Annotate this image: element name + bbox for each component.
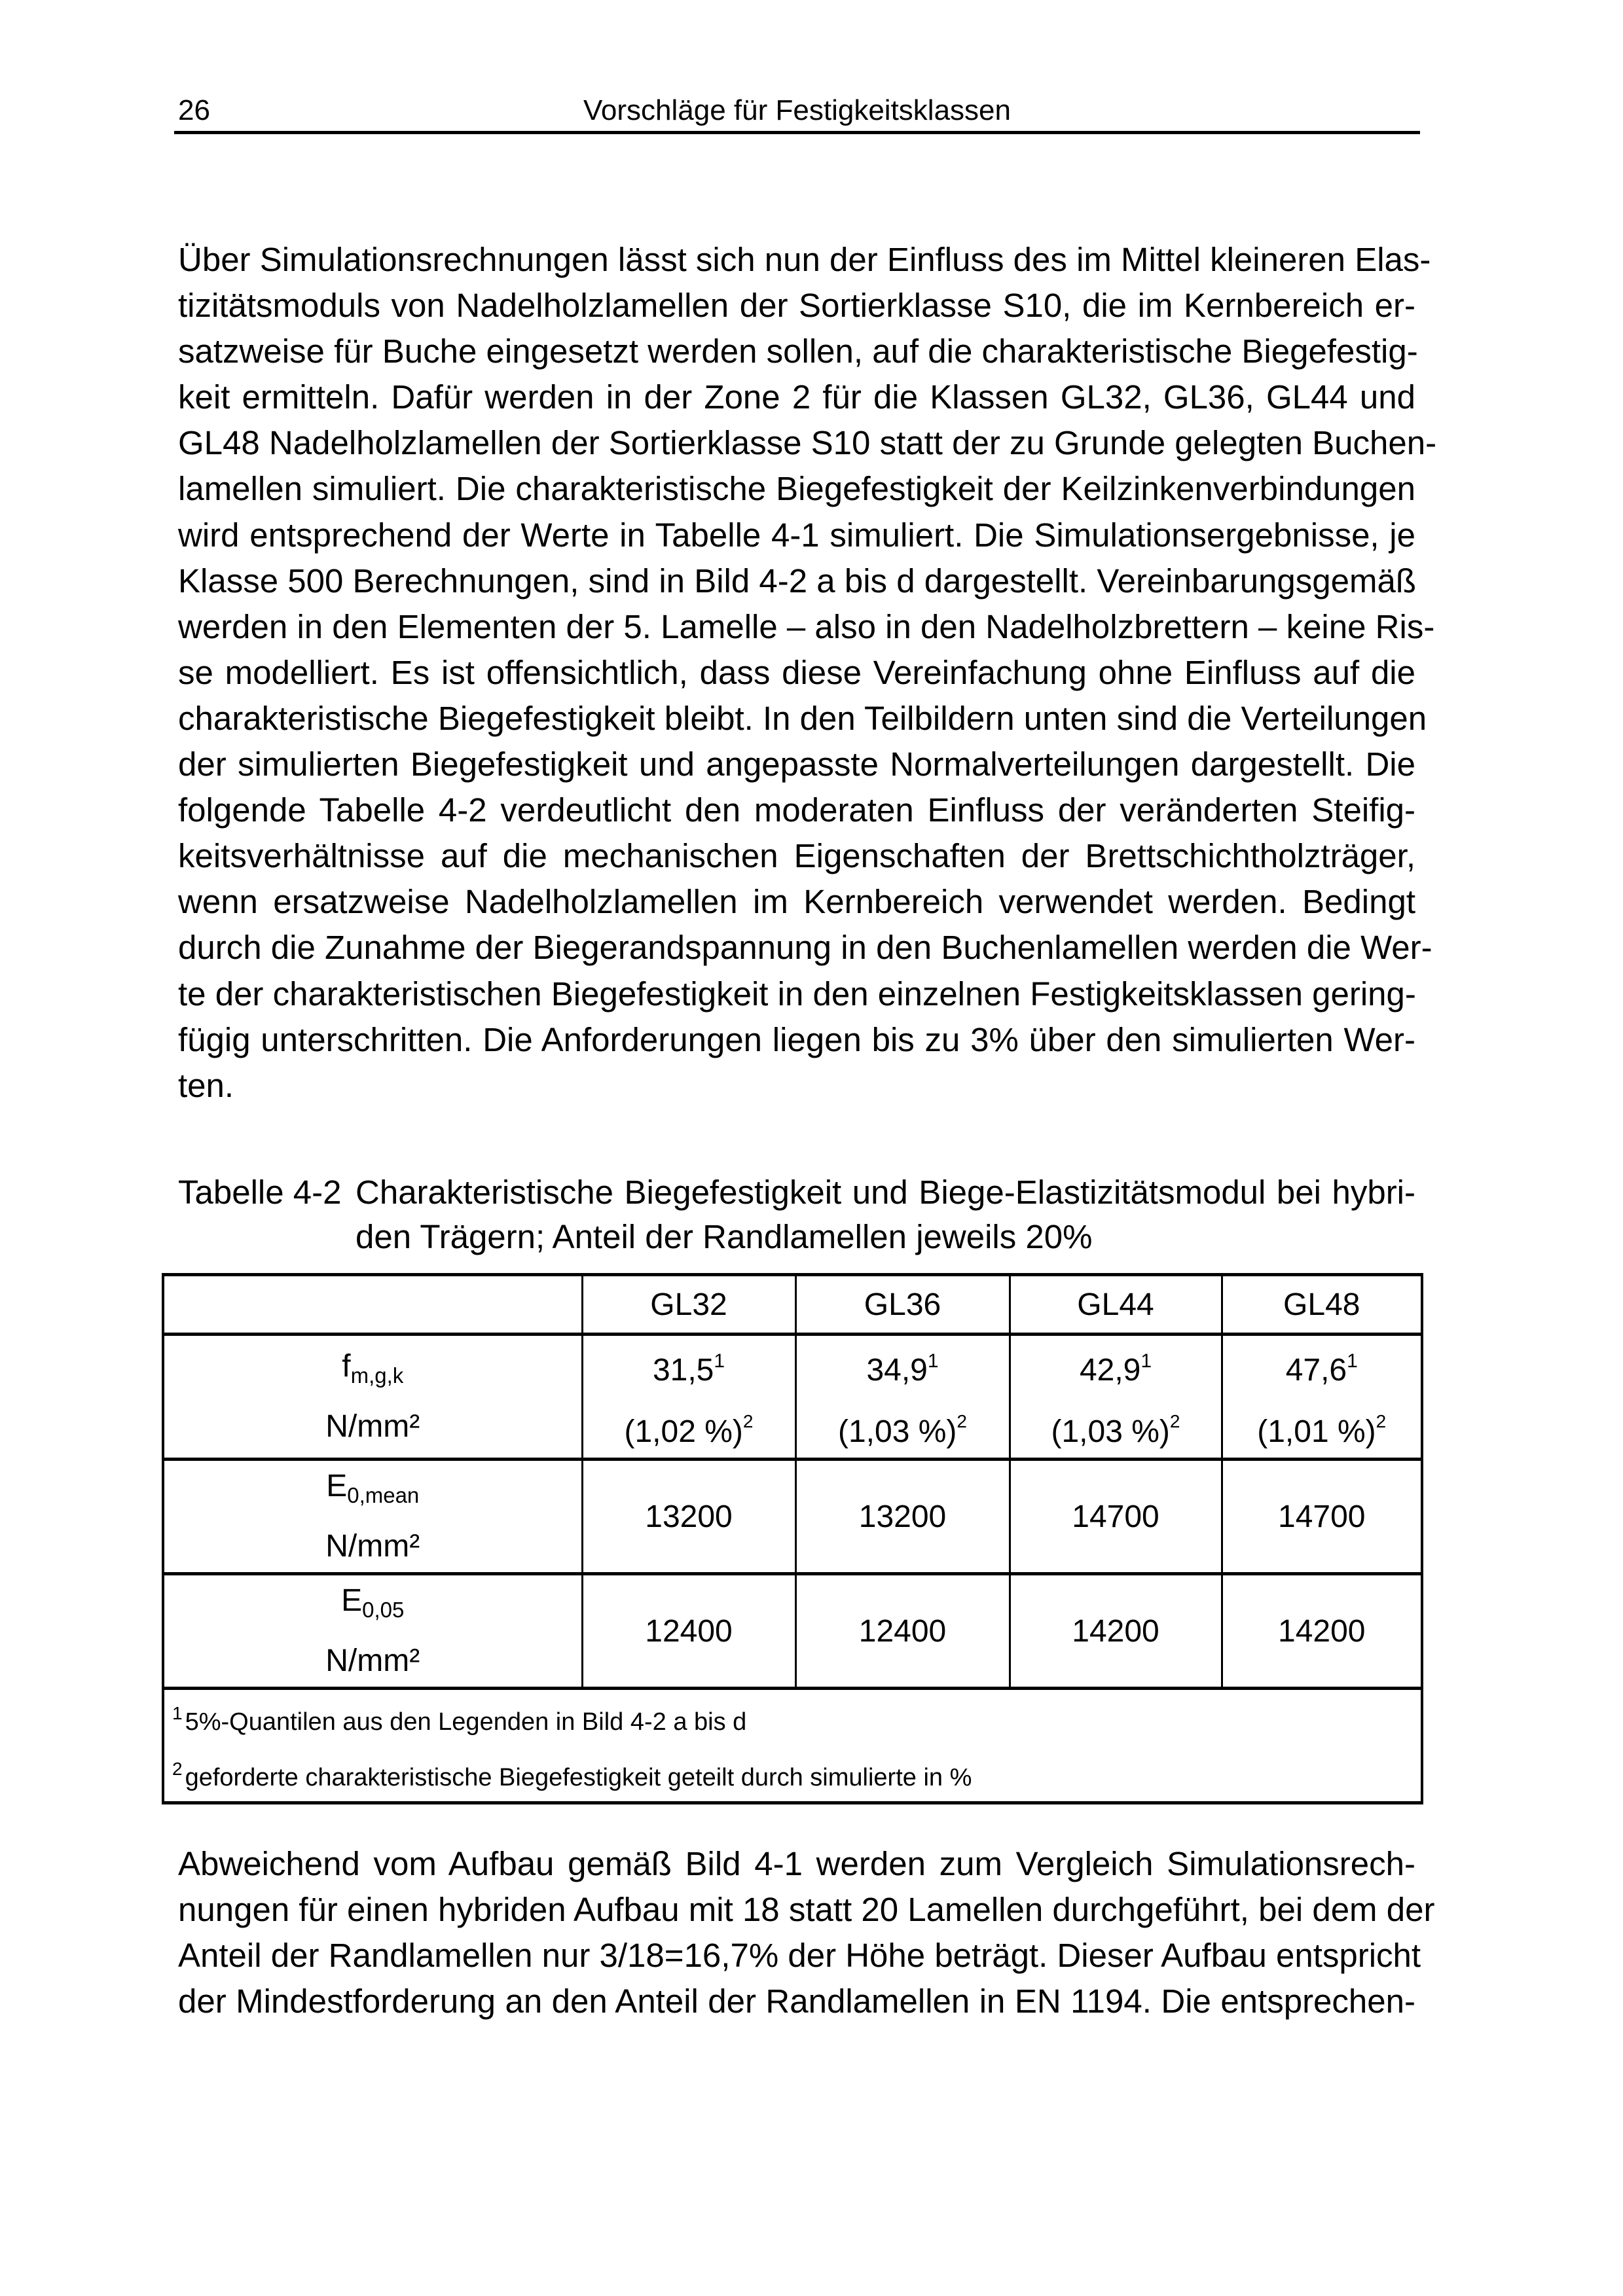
- text-line: nungen für einen hybriden Aufbau mit 18 statt 20 Lamellen durchgeführt, bei dem der: [178, 1891, 1435, 1929]
- text-line: wenn ersatzweise Nadelholzlamellen im Kernbereich verwendet werden. Bedingt: [178, 883, 1415, 921]
- page-header: [174, 85, 1420, 134]
- table-caption-text: [356, 1170, 1415, 1259]
- table-cell: 14200: [1222, 1574, 1422, 1689]
- row-symbol: $f_{m,g,k}$: [342, 1349, 404, 1388]
- text-line: Klasse 500 Berechnungen, sind in Bild 4-2 a bis d dargestellt. Vereinbarungsgemäß: [178, 562, 1417, 600]
- row-symbol: $E_{0,mean}$: [326, 1469, 420, 1507]
- running-title: Vorschläge für Festigkeitsklassen: [583, 94, 1011, 126]
- table-cell: 12400: [795, 1574, 1010, 1689]
- table-cell: 13200: [795, 1460, 1010, 1574]
- text-line: Anteil der Randlamellen nur 3/18=16,7% der Höhe beträgt. Dieser Aufbau entspricht: [178, 1937, 1421, 1975]
- text-line: satzweise für Buche eingesetzt werden sollen, auf die charakteristische Biegefestig-: [178, 332, 1418, 370]
- table-cell: 13200: [582, 1460, 795, 1574]
- text-line: Über Simulationsrechnungen lässt sich nun der Einfluss des im Mittel kleineren Elas-: [178, 241, 1431, 278]
- row-label-e-mean: [163, 1460, 582, 1574]
- body-paragraph-2: [178, 1841, 1435, 2024]
- footnote-1: $^1$ 5%-Quantilen aus den Legenden in Bild 4-2 a bis d: [172, 1703, 747, 1736]
- table-cell: 14700: [1222, 1460, 1422, 1574]
- table-row: [163, 1574, 1422, 1689]
- table-cell: 31,5$^1$ (1,02 %)$^2$: [582, 1335, 795, 1460]
- table-header-row: [163, 1275, 1422, 1335]
- table-cell: 34,9$^1$ (1,03 %)$^2$: [795, 1335, 1010, 1460]
- row-unit: N/mm²: [325, 1529, 420, 1564]
- text-line: se modelliert. Es ist offensichtlich, dass diese Vereinfachung ohne Einfluss auf die: [178, 653, 1415, 691]
- text-line: lamellen simuliert. Die charakteristische Biegefestigkeit der Keilzinkenverbindungen: [178, 470, 1415, 508]
- table-cell: 47,6$^1$ (1,01 %)$^2$: [1222, 1335, 1422, 1460]
- table-caption-label: Tabelle 4-2: [178, 1174, 342, 1211]
- body-paragraph-1: [178, 237, 1437, 1109]
- text-line: keitsverhältnisse auf die mechanischen Eigenschaften der Brettschichtholzträger,: [178, 837, 1415, 875]
- row-label-bending-strength: [163, 1335, 582, 1460]
- text-line: wird entsprechend der Werte in Tabelle 4-1 simuliert. Die Simulationsergebnisse, je: [178, 516, 1415, 554]
- table-cell: 14200: [1010, 1574, 1222, 1689]
- page-number: 26: [178, 94, 210, 126]
- text-line: der simulierten Biegefestigkeit und angepasste Normalverteilungen dargestellt. Die: [178, 745, 1415, 783]
- text-line: te der charakteristischen Biegefestigkeit in den einzelnen Festigkeitsklassen gering-: [178, 975, 1416, 1013]
- data-table: [162, 1273, 1423, 1804]
- footnote-2: $^2$ geforderte charakteristische Biegefestigkeit geteilt durch simulierte in %: [172, 1759, 972, 1791]
- text-line: der Mindestforderung an den Anteil der Randlamellen in EN 1194. Die entsprechen-: [178, 1982, 1415, 2020]
- text-line: durch die Zunahme der Biegerandspannung in den Buchenlamellen werden die Wer-: [178, 929, 1432, 967]
- caption-line: Charakteristische Biegefestigkeit und Biege-Elastizitätsmodul bei hybri-: [356, 1174, 1415, 1211]
- row-unit: N/mm²: [325, 1409, 420, 1444]
- text-line: ten.: [178, 1066, 234, 1104]
- table-cell: 42,9$^1$ (1,03 %)$^2$: [1010, 1335, 1222, 1460]
- table-row: [163, 1335, 1422, 1460]
- caption-line: den Trägern; Anteil der Randlamellen jeweils 20%: [356, 1218, 1093, 1255]
- row-symbol: $E_{0,05}$: [341, 1583, 405, 1622]
- header-cell-gl32: GL32: [582, 1275, 795, 1335]
- table-row: [163, 1460, 1422, 1574]
- table-cell: 14700: [1010, 1460, 1222, 1574]
- text-line: Abweichend vom Aufbau gemäß Bild 4-1 werden zum Vergleich Simulationsrech-: [178, 1845, 1415, 1882]
- table-footnotes-row: [163, 1689, 1422, 1803]
- row-unit: N/mm²: [325, 1643, 420, 1678]
- header-cell-gl48: GL48: [1222, 1275, 1422, 1335]
- table-footnotes: [163, 1689, 1422, 1803]
- header-cell-gl44: GL44: [1010, 1275, 1222, 1335]
- header-cell-gl36: GL36: [795, 1275, 1010, 1335]
- text-line: werden in den Elementen der 5. Lamelle – also in den Nadelholzbrettern – keine Ris-: [178, 607, 1435, 645]
- table-cell: 12400: [582, 1574, 795, 1689]
- text-line: folgende Tabelle 4-2 verdeutlicht den moderaten Einfluss der veränderten Steifig-: [178, 791, 1415, 829]
- header-cell-empty: [163, 1275, 582, 1335]
- row-label-e-005: [163, 1574, 582, 1689]
- text-line: fügig unterschritten. Die Anforderungen liegen bis zu 3% über den simulierten Wer-: [178, 1020, 1415, 1058]
- text-line: charakteristische Biegefestigkeit bleibt. In den Teilbildern unten sind die Verteilungen: [178, 699, 1427, 737]
- text-line: GL48 Nadelholzlamellen der Sortierklasse S10 statt der zu Grunde gelegten Buchen-: [178, 424, 1437, 462]
- text-line: tizitätsmoduls von Nadelholzlamellen der Sortierklasse S10, die im Kernbereich er-: [178, 287, 1415, 325]
- text-line: keit ermitteln. Dafür werden in der Zone 2 für die Klassen GL32, GL36, GL44 und: [178, 378, 1415, 416]
